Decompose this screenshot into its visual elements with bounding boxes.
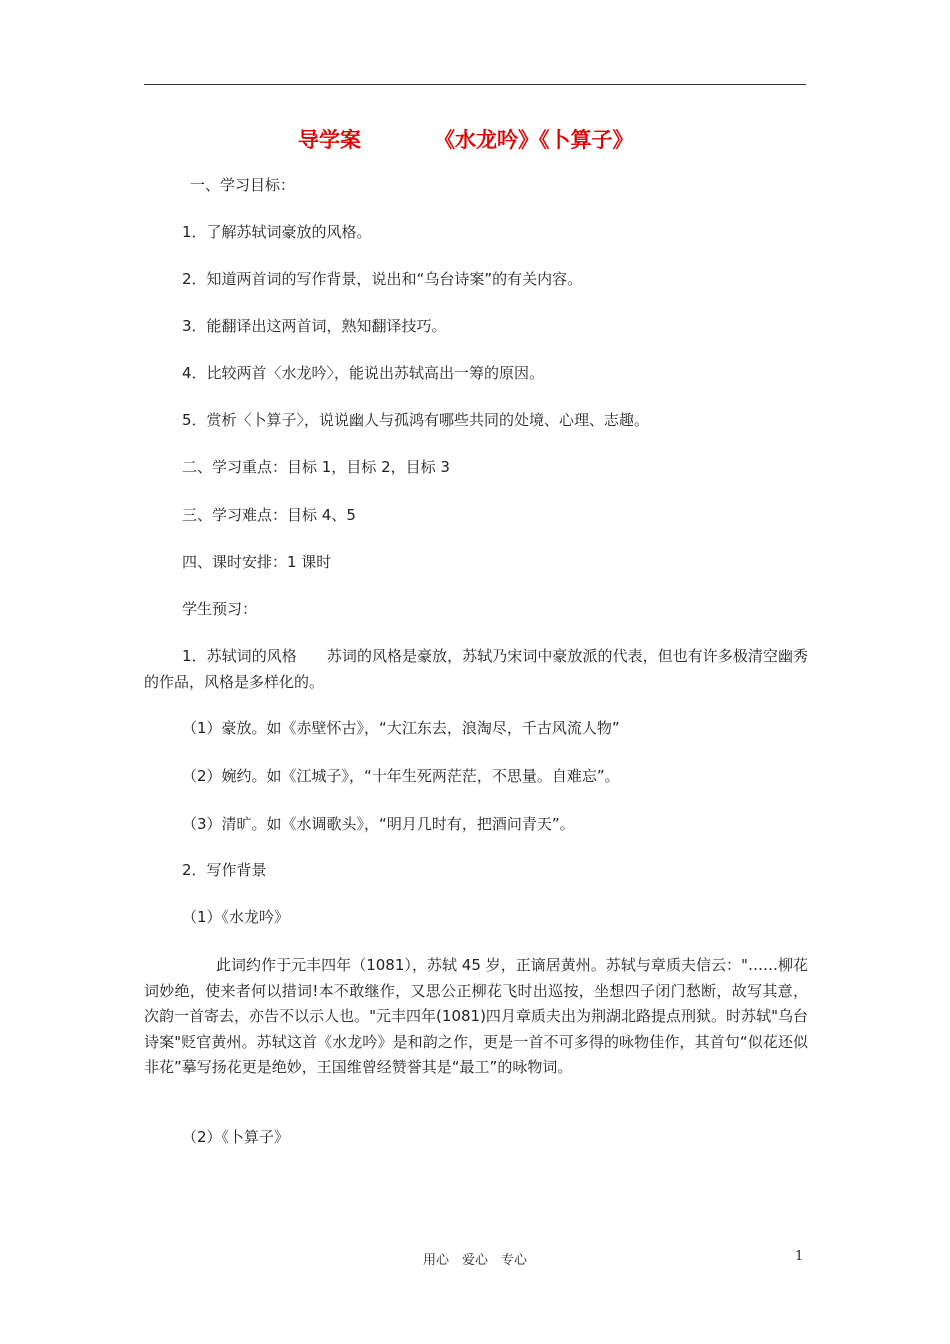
objective-item-4: 4．比较两首〈水龙吟〉，能说出苏轼高出一筹的原因。 xyxy=(182,364,545,382)
background-sub-1: （1）《水龙吟》 xyxy=(182,908,290,926)
style-item-3: （3）清旷。如《水调歌头》，“明月几时有，把酒问青天”。 xyxy=(182,815,575,833)
background-sub-2: （2）《卜算子》 xyxy=(182,1128,290,1146)
style-paragraph: 1．苏轼词的风格 苏词的风格是豪放，苏轼乃宋词中豪放派的代表，但也有许多极清空幽秀的作品，风格是多样化的。 xyxy=(144,647,808,691)
objectives-heading: 一、学习目标： xyxy=(190,176,296,194)
title-right: 《水龙吟》《卜算子》 xyxy=(434,128,634,152)
objective-item-3: 3．能翻译出这两首词，熟知翻译技巧。 xyxy=(182,317,447,335)
background-paragraph: 此词约作于元丰四年（1081），苏轼 45 岁，正谪居黄州。苏轼与章质夫信云："……柳花词妙绝，使来者何以措词!本不敢继作，又思公正柳花飞时出巡按，坐想四子闭门愁断，故写其意，次韵一首寄去，亦告不以示人也。"元丰四年(1081)四月章质夫出为荆湖北路提点刑狱。时苏轼"乌台诗案"贬官黄州。苏轼这首《水龙吟》是和韵之作，更是一首不可多得的咏物佳作，其首句“似花还似非花”摹写扬花更是绝妙，王国维曾经赞誉其是“最工”的咏物词。 xyxy=(144,956,808,1076)
background-heading: 2．写作背景 xyxy=(182,861,267,879)
preview-heading: 学生预习： xyxy=(182,600,258,618)
style-item-1: （1）豪放。如《赤壁怀古》，“大江东去，浪淘尽，千古风流人物” xyxy=(182,719,620,737)
objective-item-1: 1．了解苏轼词豪放的风格。 xyxy=(182,223,372,241)
objective-item-2: 2．知道两首词的写作背景，说出和“乌台诗案”的有关内容。 xyxy=(182,270,583,288)
key-points: 二、学习重点：目标 1，目标 2，目标 3 xyxy=(182,458,450,476)
difficulties: 三、学习难点：目标 4、5 xyxy=(182,506,356,524)
style-item-2: （2）婉约。如《江城子》，“十年生死两茫茫，不思量。自难忘”。 xyxy=(182,767,620,785)
page-number: 1 xyxy=(795,1249,804,1264)
objective-item-5: 5．赏析〈卜算子〉，说说幽人与孤鸿有哪些共同的处境、心理、志趣。 xyxy=(182,411,650,429)
schedule: 四、课时安排：1 课时 xyxy=(182,553,332,571)
footer-motto: 用心 爱心 专心 xyxy=(422,1253,527,1268)
header-rule xyxy=(144,84,806,85)
document-title xyxy=(0,124,950,154)
title-left: 导学案 xyxy=(298,128,361,152)
